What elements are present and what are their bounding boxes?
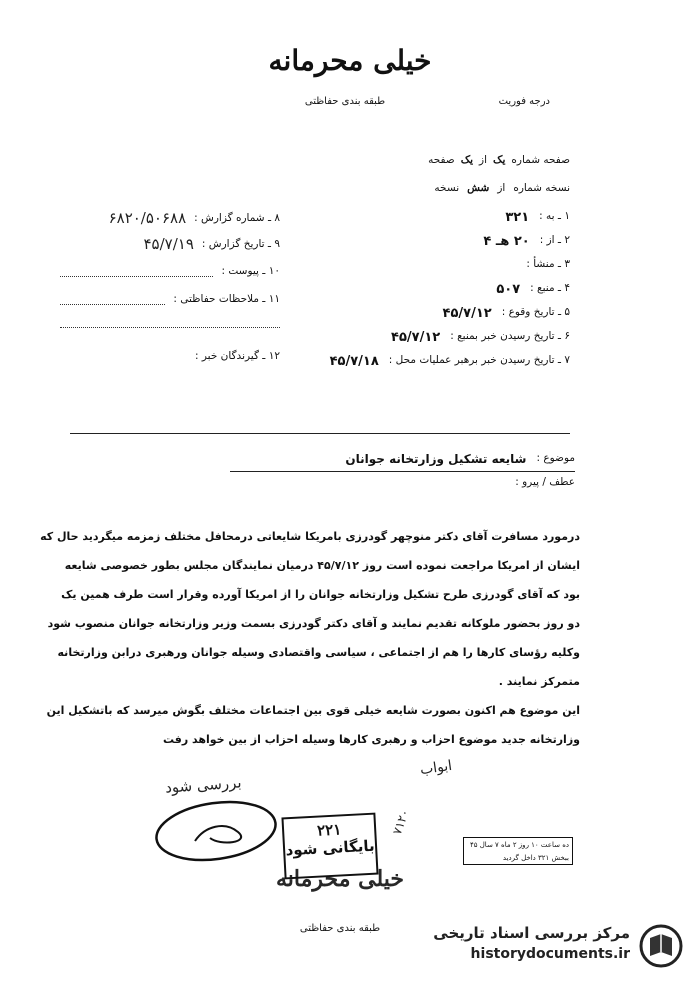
- field-value: ۲۰ هـ ۴: [483, 234, 530, 249]
- field-value: ۴۵/۷/۱۹: [143, 235, 194, 253]
- field-label: ۷ ـ تاریخ رسیدن خبر برهبر عملیات محل :: [388, 354, 570, 366]
- report-body: [40, 522, 580, 754]
- field-value: ۵۰۷: [496, 282, 521, 297]
- field-value: ۶۸۲۰/۵۰۶۸۸: [108, 209, 187, 227]
- field-label: ۱۲ ـ گیرندگان خبر :: [194, 350, 280, 362]
- classification-title: خیلی محرمانه: [268, 44, 432, 77]
- copy-number-line: [360, 182, 570, 194]
- left-fields: [60, 205, 280, 370]
- field-attachment: [60, 257, 280, 285]
- field-label: ۱۰ ـ پیوست :: [221, 265, 280, 277]
- margin-note: بررسی شود: [164, 773, 243, 797]
- of-label-2: از: [497, 182, 506, 194]
- field-label: ۲ ـ از :: [539, 234, 570, 246]
- body-line: متمرکز نمایند .: [498, 675, 580, 688]
- subject-divider: [230, 471, 575, 472]
- copy-value: شش: [467, 182, 490, 194]
- security-class-label: طبقه بندی حفاظتی: [304, 96, 386, 107]
- field-label: ۶ ـ تاریخ رسیدن خبر بمنبع :: [450, 330, 570, 342]
- field-value: ۳۲۱: [505, 210, 530, 225]
- body-line: وزارتخانه جدید موضوع احزاب و رهبری کارها وسیله احزاب از بین خواهد رفت: [163, 733, 580, 746]
- of-label: از: [479, 154, 488, 166]
- urgency-label: درجه فوریت: [498, 96, 550, 107]
- field-label: ۵ ـ تاریخ وقوع :: [501, 306, 570, 318]
- subject-line: [230, 452, 575, 466]
- receipt-box: [463, 837, 573, 865]
- archive-note: ابواب: [419, 757, 454, 779]
- copy-label: نسخه شماره: [513, 182, 570, 194]
- field-dotline: [60, 266, 213, 277]
- footer-security-class-label: طبقه بندی حفاظتی: [299, 923, 381, 934]
- header-divider: [70, 433, 570, 434]
- reference-label: عطف / پیرو :: [515, 476, 575, 488]
- body-line: این موضوع هم اکنون بصورت شایعه خیلی قوی بین اجتماعات مختلف بگوش میرسد که باتشکیل این: [46, 704, 580, 717]
- of-page-value: یک: [460, 154, 474, 166]
- field-label: ۸ ـ شماره گزارش :: [194, 212, 280, 224]
- stamp-text: بایگانی شود: [285, 836, 376, 860]
- field-event-date: [330, 306, 570, 330]
- field-recipients: [60, 342, 280, 370]
- body-line: بود که آقای گودرزی طرح تشکیل وزارتخانه جوانان را از امریکا آورده وقرار است طرف همین یک: [61, 588, 580, 601]
- watermark-url: historydocuments.ir: [470, 946, 630, 962]
- body-line: دو روز بحضور ملوکانه تقدیم نمایند و آقای دکتر گودرزی بسمت وزیر وزارتخانه جوانان منصوب شود: [47, 617, 580, 630]
- field-dotline: [60, 294, 165, 305]
- watermark-title: مرکز بررسی اسناد تاریخی: [433, 924, 630, 942]
- body-line: درمورد مسافرت آقای دکتر منوچهر گودرزی بامریکا شایعاتی درمحافل مختلف زمزمه میگردید حال که: [40, 530, 580, 543]
- receipt-line-1: ده ساعت ۱۰ روز ۲ ماه ۷ سال ۴۵: [469, 841, 569, 849]
- subject-label: موضوع :: [536, 452, 575, 464]
- footer-classification-title: خیلی محرمانه: [275, 866, 405, 892]
- field-security-notes: [60, 285, 280, 313]
- field-origin: [330, 258, 570, 282]
- field-label: ۳ ـ منشأ :: [526, 258, 570, 270]
- field-source-receive-date: [330, 330, 570, 354]
- side-number: ۷۱۲۰: [389, 807, 412, 837]
- right-fields: [330, 210, 570, 378]
- field-to: [330, 210, 570, 234]
- field-value: ۴۵/۷/۱۸: [329, 354, 379, 369]
- field-label: ۴ ـ منبع :: [530, 282, 570, 294]
- receipt-line-2: ببخش ۳۲۱ داخل گردید: [502, 854, 569, 862]
- stamp-number: ۲۲۱: [316, 820, 342, 840]
- body-line: ایشان از امریکا مراجعت نموده است روز ۴۵/۷/۱۲ درمیان نمایندگان مجلس بطور خصوصی شایعه: [64, 559, 580, 572]
- field-dotline: [60, 313, 280, 328]
- subject-value: شایعه تشکیل وزارتخانه جوانان: [345, 452, 527, 466]
- field-report-number: [60, 205, 280, 231]
- signature-scribble: [150, 796, 285, 866]
- field-from: [330, 234, 570, 258]
- copy-suffix: نسخه: [434, 182, 460, 194]
- field-report-date: [60, 231, 280, 257]
- field-value: ۴۵/۷/۱۲: [442, 306, 492, 321]
- page-number-line: [360, 154, 570, 166]
- field-label: ۱۱ ـ ملاحظات حفاظتی :: [173, 293, 280, 305]
- field-label: ۹ ـ تاریخ گزارش :: [201, 238, 280, 250]
- page-label: صفحه شماره: [511, 154, 570, 166]
- page-suffix: صفحه: [428, 154, 455, 166]
- watermark: [420, 922, 690, 970]
- field-label: ۱ ـ به :: [539, 210, 570, 222]
- archive-logo-icon: [638, 924, 684, 968]
- field-value: ۴۵/۷/۱۲: [391, 330, 441, 345]
- body-line: وکلیه رؤسای کارها را هم از اجتماعی ، سیاسی واقتصادی وسیله جوانان ورهبری درابن وزارتخانه: [57, 646, 580, 659]
- field-source: [330, 282, 570, 306]
- page-value: یک: [493, 154, 506, 166]
- field-leader-receive-date: [330, 354, 570, 378]
